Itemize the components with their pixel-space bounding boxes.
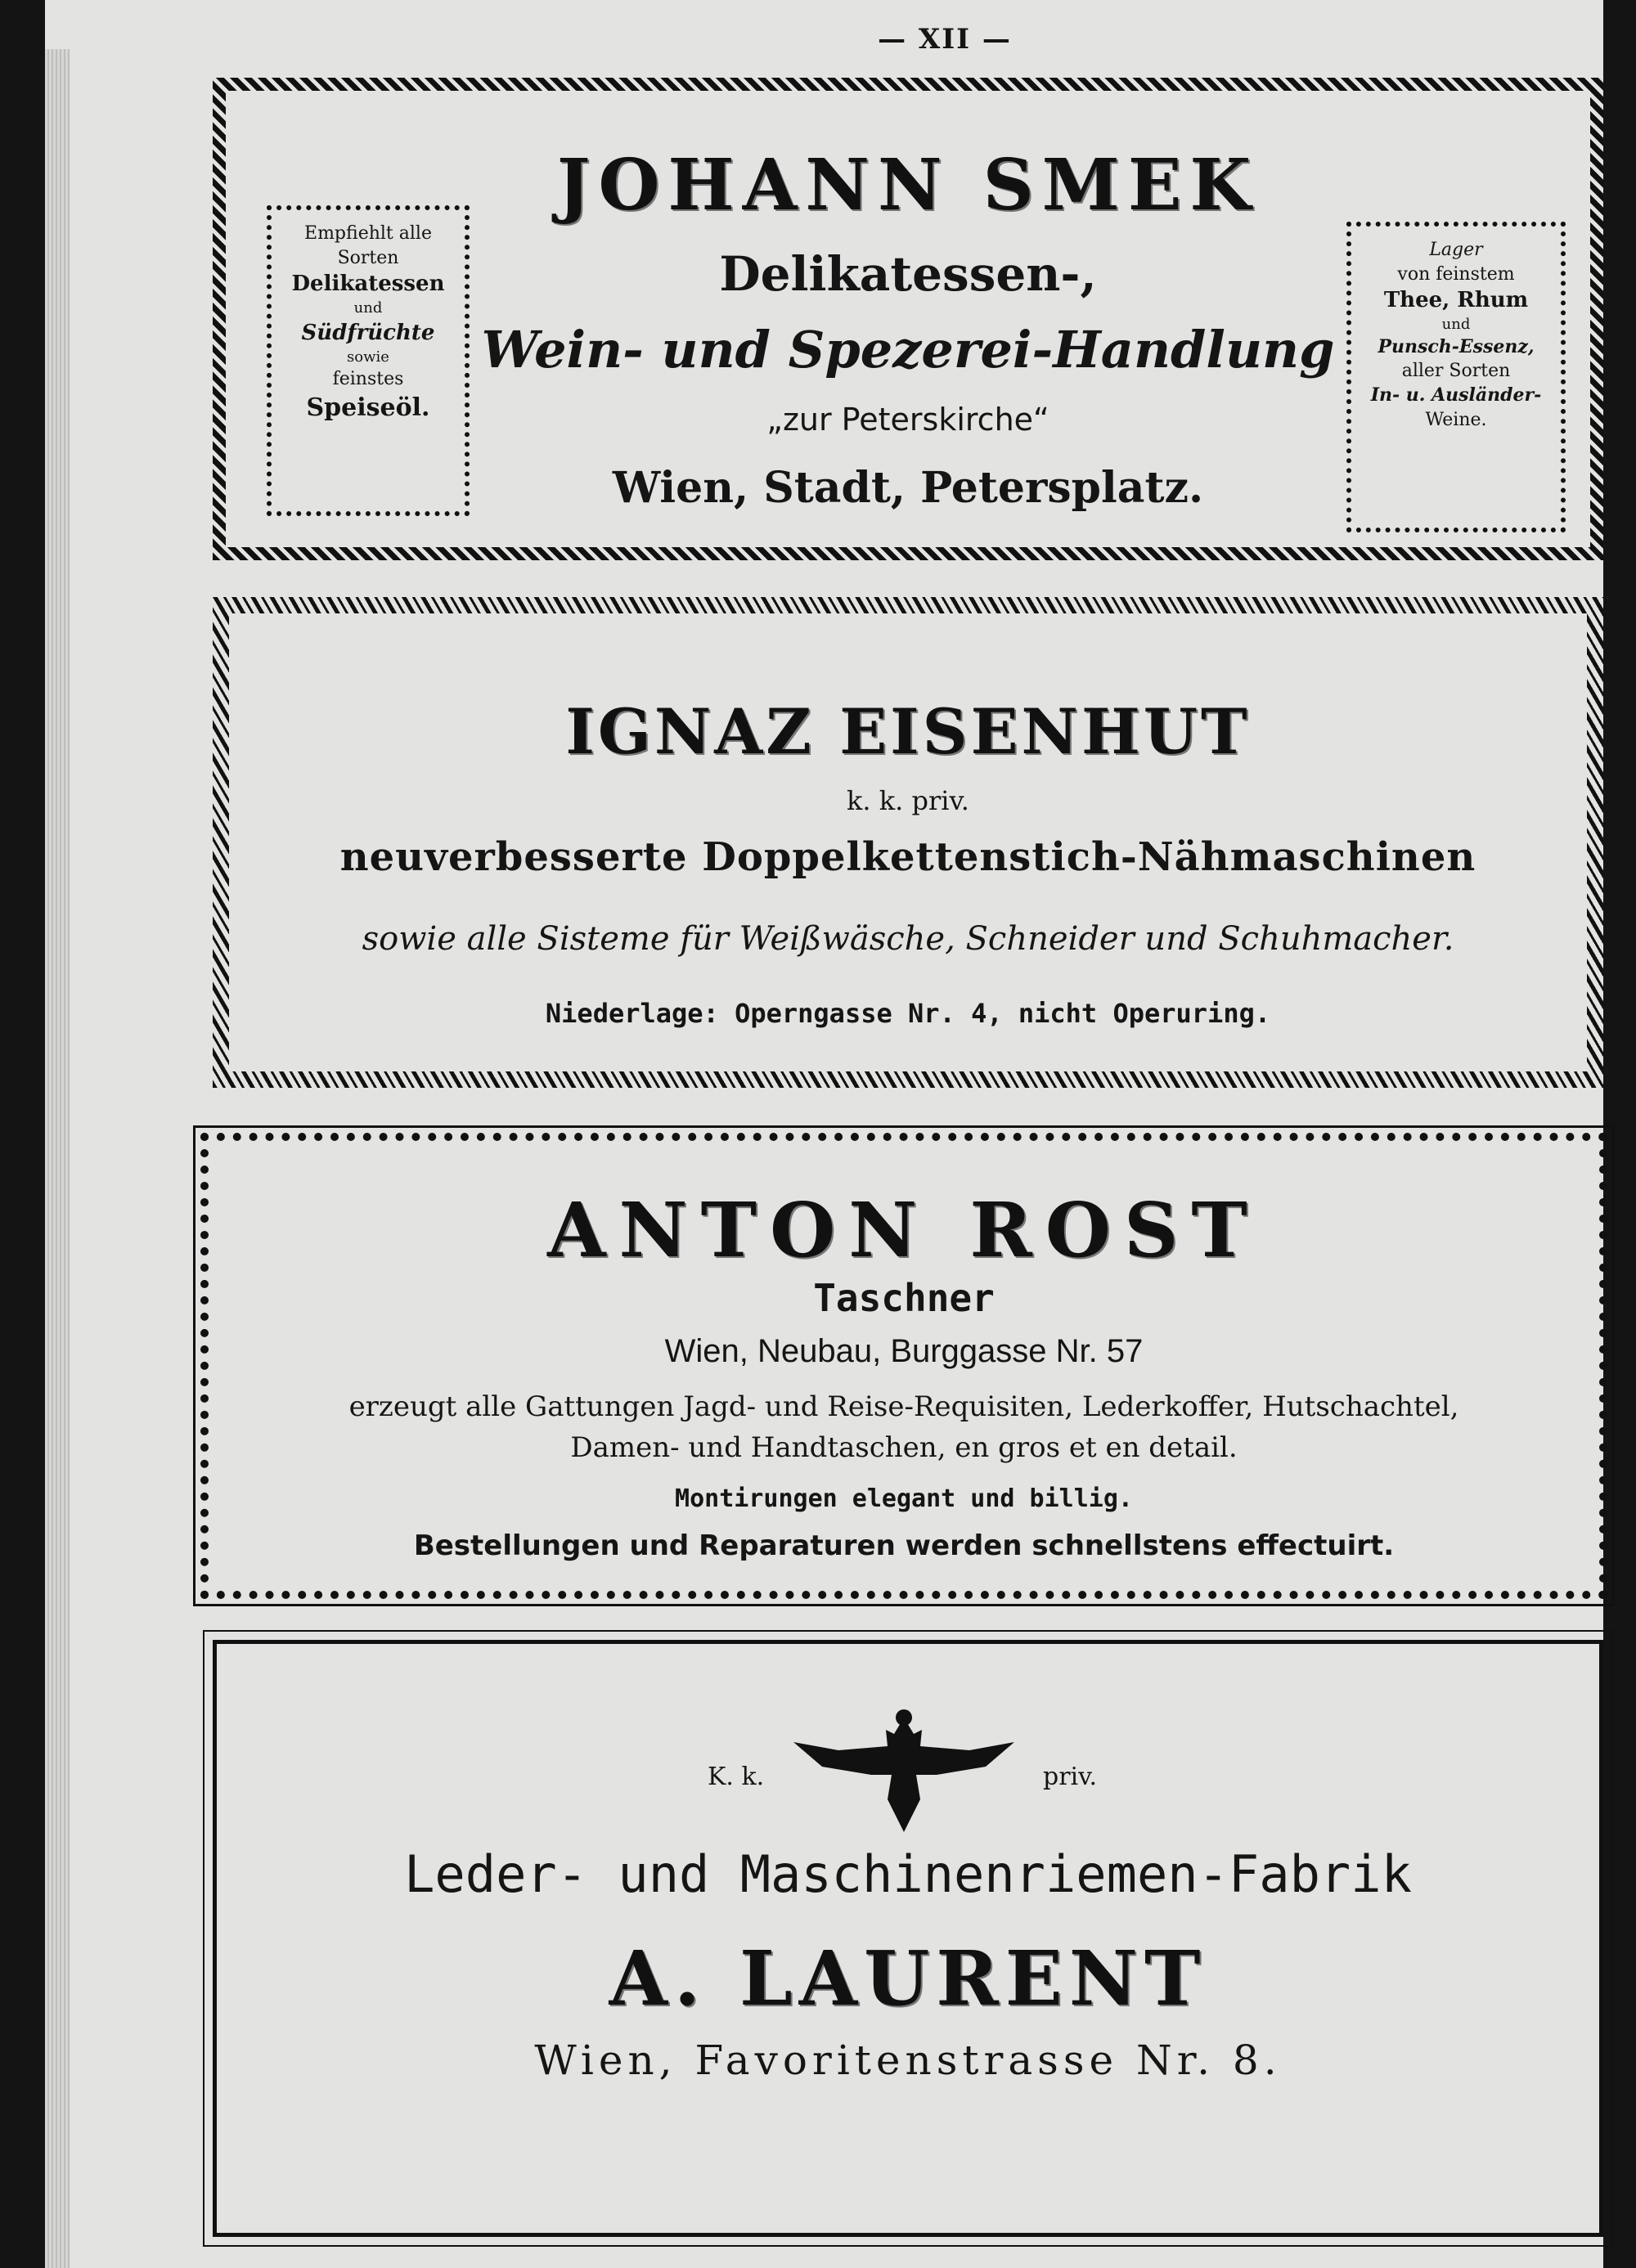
ad4-right-label: priv. [1043,1763,1098,1791]
ad1-line2: Wein- und Spezerei-Handlung [481,320,1335,379]
ad2-line4: Niederlage: Operngasse Nr. 4, nicht Operuring. [545,998,1271,1029]
ad1-right-text: In- u. Ausländer- [1370,384,1542,406]
ad2-line1: k. k. priv. [847,785,969,816]
ad1-right-text: aller Sorten [1401,361,1511,382]
ad-anton-rost [200,1133,1607,1599]
ad1-line3: „zur Peterskirche“ [766,402,1049,438]
ad1-left-text: Speiseöl. [306,393,430,422]
ad1-left-text: feinstes [332,369,404,390]
ad4-left-label: K. k. [708,1763,765,1791]
ad1-right-text: Thee, Rhum [1383,288,1529,313]
ad1-right-box [1346,222,1566,532]
ad-ignaz-eisenhut [213,597,1603,1088]
ad2-name: IGNAZ EISENHUT [565,695,1251,768]
ad2-line3: sowie alle Sisteme für Weißwäsche, Schneider und Schuhmacher. [362,920,1454,958]
ad1-left-text: Südfrüchte [301,320,435,345]
page-edge [45,49,70,2268]
ad1-line4: Wien, Stadt, Petersplatz. [612,463,1204,513]
ad3-name: ANTON ROST [547,1186,1261,1274]
eagle-icon [789,1701,1018,1840]
ad3-line5: Montirungen elegant und billig. [675,1484,1133,1513]
ad4-name: A. LAURENT [609,1934,1207,2023]
ad1-left-text: und [353,299,383,317]
ad1-line1: Delikatessen-, [719,246,1097,302]
ad1-right-text: Lager [1429,240,1483,260]
ad3-line2: Wien, Neubau, Burggasse Nr. 57 [664,1333,1144,1369]
ad3-line6: Bestellungen und Reparaturen werden schnellstens effectuirt. [413,1529,1395,1562]
ad4-line2: Wien, Favoritenstrasse Nr. 8. [534,2037,1282,2084]
page-number: — XII — [878,23,1012,56]
catalog-page [45,0,1603,2268]
ad1-left-text: Delikatessen [291,272,445,297]
ad3-line1: Taschner [813,1276,995,1320]
ad1-name: JOHANN SMEK [556,144,1260,227]
ad-johann-smek [213,78,1603,560]
ad1-right-text: Punsch-Essenz, [1378,335,1535,357]
ad1-left-box [267,205,470,516]
ad1-right-text: von feinstem [1397,263,1515,285]
ad3-line3: erzeugt alle Gattungen Jagd- und Reise-Requisiten, Lederkoffer, Hutschachtel, [348,1390,1459,1423]
ad-a-laurent [213,1640,1603,2237]
ad4-line1: Leder- und Maschinenriemen-Fabrik [404,1844,1412,1904]
ad1-left-text: Empfiehlt alle [304,223,432,244]
ad3-line4: Damen- und Handtaschen, en gros et en detail. [570,1431,1238,1464]
ad1-right-text: Weine. [1425,409,1487,430]
ad1-left-text: Sorten [337,247,399,268]
ad1-right-text: und [1441,316,1471,334]
ad1-left-text: sowie [347,348,389,366]
ad2-line2: neuverbesserte Doppelkettenstich-Nähmaschinen [339,834,1476,880]
